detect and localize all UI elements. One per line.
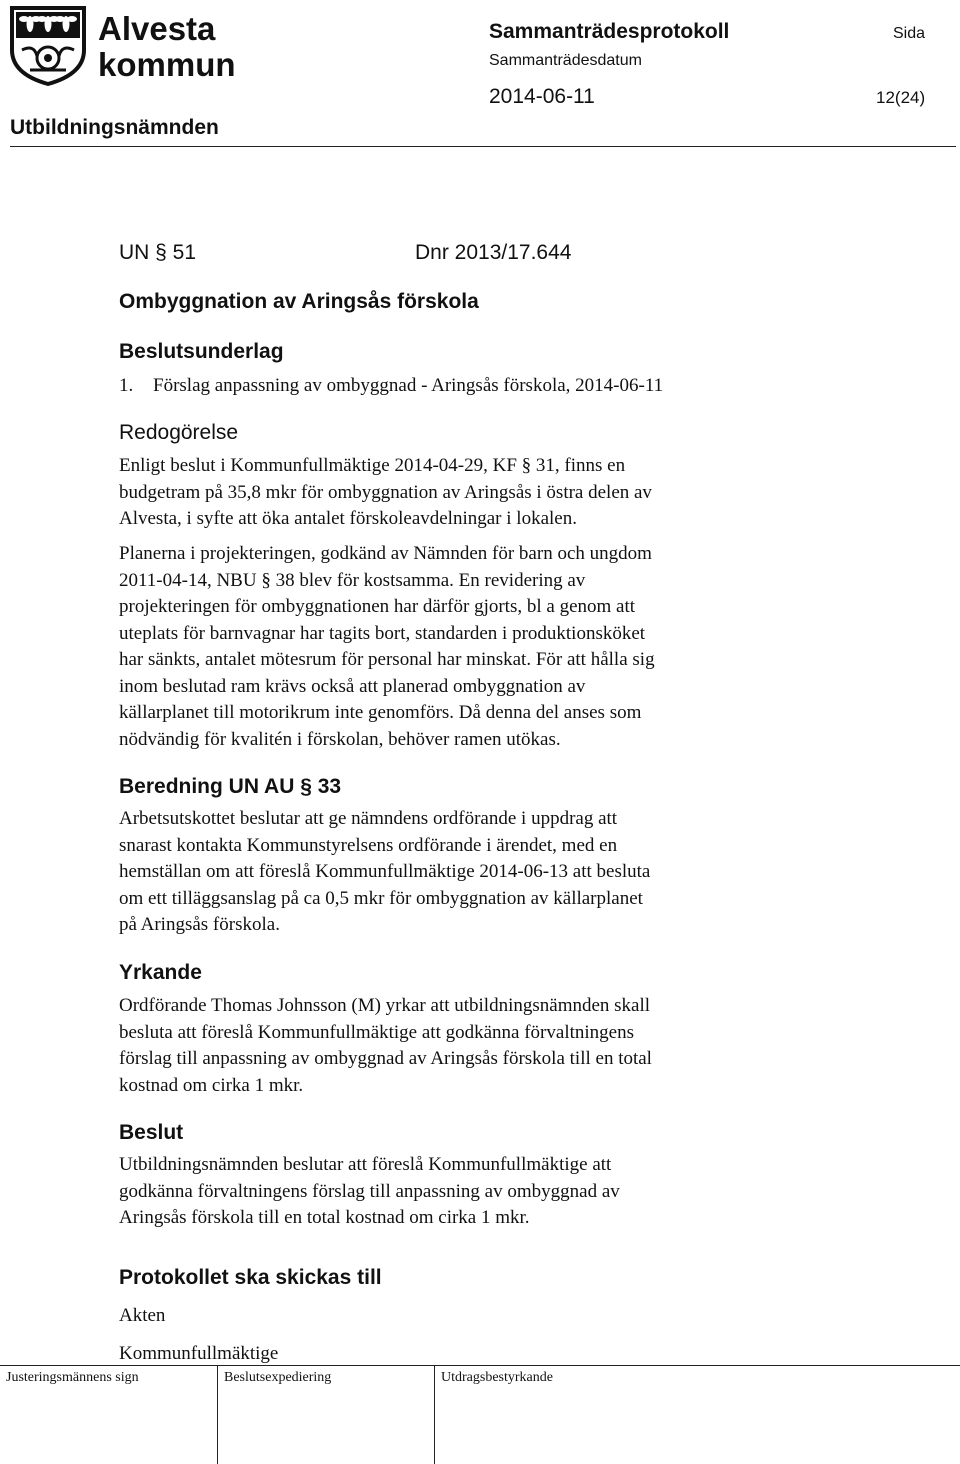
text-line: inom beslutad ram krävs också att planerad ombyggnation av xyxy=(119,675,586,697)
page-number: 12(24) xyxy=(876,88,926,107)
text-line: hemställan om att föreslå Kommunfullmäktige 2014-06-13 att besluta xyxy=(119,861,651,882)
case-reference: UN § 51 xyxy=(119,241,197,264)
heading-beredning: Beredning UN AU § 33 xyxy=(119,775,342,798)
diary-number: Dnr 2013/17.644 xyxy=(415,241,572,264)
heading-yrkande: Yrkande xyxy=(119,961,202,984)
recipient: Akten xyxy=(119,1305,166,1326)
text-line: kostnad om cirka 1 mkr. xyxy=(119,1074,304,1096)
meeting-date: 2014-06-11 xyxy=(489,85,595,108)
text-line: Ordförande Thomas Johnsson (M) yrkar att utbildningsnämnden skall xyxy=(119,995,651,1016)
beslut-paragraph xyxy=(119,1152,889,1232)
heading-redogorelse: Redogörelse xyxy=(119,421,239,444)
redogorelse-paragraph-2 xyxy=(119,541,889,753)
heading-beslut: Beslut xyxy=(119,1121,184,1144)
text-line: nödvändig för kvalitén i förskolan, behöver ramen utökas. xyxy=(119,728,561,750)
text-line: Planerna i projekteringen, godkänd av Nämnden för barn och ungdom xyxy=(119,543,652,564)
list-item-text: Förslag anpassning av ombyggnad - Aringsås förskola, 2014-06-11 xyxy=(153,375,664,396)
header-divider xyxy=(10,146,956,147)
footer-expedition-label: Beslutsexpediering xyxy=(224,1370,332,1385)
text-line: 2011-04-14, NBU § 38 blev för kostsamma. En revidering av xyxy=(119,569,586,591)
text-line: budgetram på 35,8 mkr för ombyggnation av Aringsås i östra delen av xyxy=(119,481,652,503)
text-line: om ett tilläggsanslag på ca 0,5 mkr för ombyggnation av källarplanet xyxy=(119,887,643,909)
text-line: uteplats för barnvagnar har tagits bort, standarden i produktionsköket xyxy=(119,622,646,644)
text-line: besluta att föreslå Kommunfullmäktige att godkänna förvaltningens xyxy=(119,1021,634,1043)
coat-of-arms-icon xyxy=(12,8,84,84)
organization-name: Utbildningsnämnden xyxy=(10,116,219,139)
text-line: Aringsås förskola till en total kostnad om cirka 1 mkr. xyxy=(119,1207,530,1228)
document-type: Sammanträdesprotokoll xyxy=(489,20,730,43)
list-item-number: 1. xyxy=(119,375,134,396)
meeting-date-label: Sammanträdesdatum xyxy=(489,52,642,69)
text-line: källarplanet till motorikrum inte genomförs. Då denna del anses som xyxy=(119,702,642,723)
heading-beslutsunderlag: Beslutsunderlag xyxy=(119,340,284,363)
text-line: Utbildningsnämnden beslutar att föreslå Kommunfullmäktige att xyxy=(119,1154,612,1175)
footer-column-divider xyxy=(434,1365,435,1464)
text-line: Enligt beslut i Kommunfullmäktige 2014-04-29, KF § 31, finns en xyxy=(119,455,626,476)
text-line: godkänna förvaltningens förslag till anpassning av ombyggnad av xyxy=(119,1180,620,1202)
text-line: har sänkts, antalet mötesrum för personal har minskat. För att hålla sig xyxy=(119,649,655,670)
svg-text:kommun: kommun xyxy=(98,46,236,83)
footer-column-divider xyxy=(217,1365,218,1464)
heading-protokollet: Protokollet ska skickas till xyxy=(119,1266,382,1289)
footer-sign-label: Justeringsmännens sign xyxy=(6,1370,139,1385)
svg-text:Alvesta: Alvesta xyxy=(98,10,216,47)
text-line: Alvesta, i syfte att öka antalet förskoleavdelningar i lokalen. xyxy=(119,508,577,529)
footer-extract-label: Utdragsbestyrkande xyxy=(441,1370,553,1385)
matter-title: Ombyggnation av Aringsås förskola xyxy=(119,290,479,313)
page-label: Sida xyxy=(893,25,926,42)
redogorelse-paragraph-1 xyxy=(119,453,889,533)
beredning-paragraph xyxy=(119,806,889,939)
text-line: projekteringen för ombyggnationen har därför gjorts, bl a genom att xyxy=(119,596,636,617)
text-line: på Aringsås förskola. xyxy=(119,914,280,935)
text-line: förslag till anpassning av ombyggnad av Aringsås förskola till en total xyxy=(119,1048,652,1069)
yrkande-paragraph xyxy=(119,993,889,1099)
footer-divider xyxy=(0,1365,960,1366)
alvesta-kommun-logo xyxy=(8,4,240,86)
recipient: Kommunfullmäktige xyxy=(119,1343,279,1364)
text-line: Arbetsutskottet beslutar att ge nämndens ordförande i uppdrag att xyxy=(119,808,618,829)
text-line: snarast kontakta Kommunstyrelsens ordförande i ärendet, med en xyxy=(119,834,618,856)
